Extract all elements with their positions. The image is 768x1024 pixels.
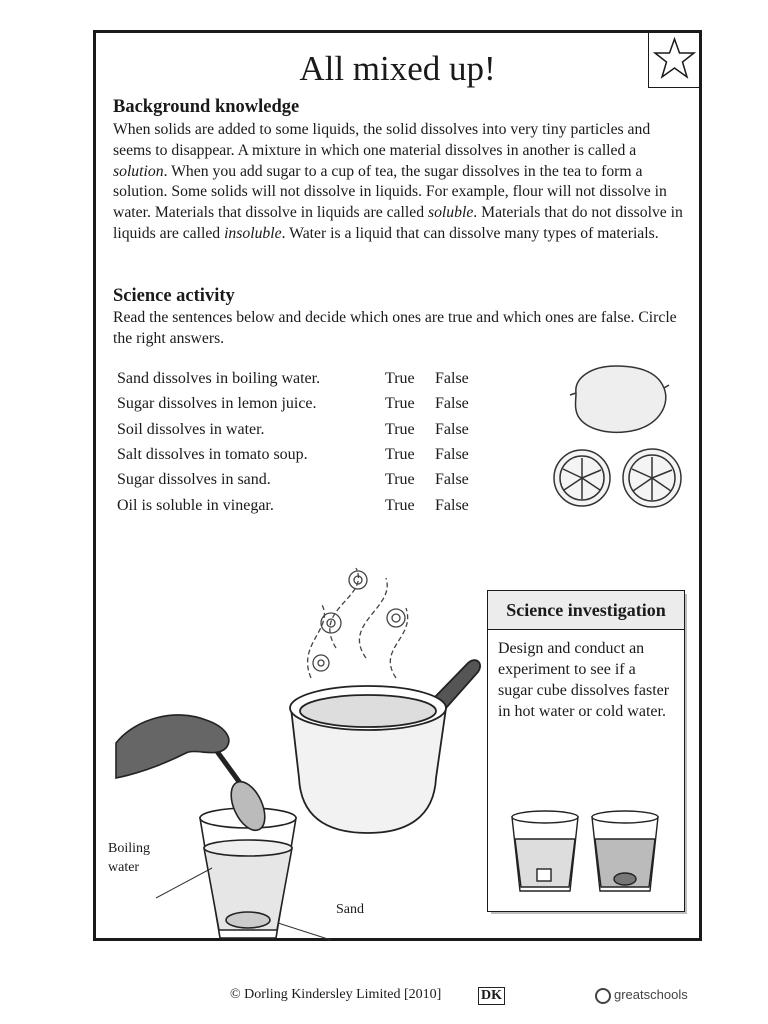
false-option[interactable]: False	[435, 446, 469, 463]
investigation-heading: Science investigation	[488, 591, 684, 630]
statement: Salt dissolves in tomato soup.	[117, 446, 308, 463]
false-option[interactable]: False	[435, 497, 469, 514]
dk-logo: DK	[478, 987, 505, 1005]
true-option[interactable]: True	[385, 446, 415, 463]
false-option[interactable]: False	[435, 421, 469, 438]
greatschools-logo: greatschools	[595, 985, 688, 1005]
question-row	[117, 366, 537, 391]
activity-instructions: Read the sentences below and decide which ones are true and which ones are false. Circle the right answers.	[113, 309, 677, 347]
statement: Sugar dissolves in sand.	[117, 471, 271, 488]
question-row	[117, 391, 537, 416]
true-option[interactable]: True	[385, 370, 415, 387]
statement: Oil is soluble in vinegar.	[117, 497, 274, 514]
investigation-text: Design and conduct an experiment to see if a sugar cube dissolves faster in hot water or cold water.	[498, 640, 670, 720]
false-option[interactable]: False	[435, 370, 469, 387]
false-option[interactable]: False	[435, 471, 469, 488]
page-title: All mixed up!	[299, 49, 496, 88]
copyright: © Dorling Kindersley Limited [2010]	[230, 987, 442, 1002]
true-option[interactable]: True	[385, 471, 415, 488]
glasses-illustration	[488, 791, 684, 901]
statement: Sand dissolves in boiling water.	[117, 370, 321, 387]
investigation-box	[487, 590, 685, 912]
question-row	[117, 442, 537, 467]
true-option[interactable]: True	[385, 497, 415, 514]
label-water: water	[108, 860, 140, 875]
question-row	[117, 417, 537, 442]
activity-heading: Science activity	[113, 286, 235, 306]
true-option[interactable]: True	[385, 395, 415, 412]
question-row	[117, 493, 537, 518]
experiment-illustration	[116, 568, 496, 928]
statement: Sugar dissolves in lemon juice.	[117, 395, 317, 412]
true-option[interactable]: True	[385, 421, 415, 438]
statement: Soil dissolves in water.	[117, 421, 265, 438]
label-sand: Sand	[336, 902, 364, 917]
term-soluble: soluble	[427, 204, 474, 222]
term-solution: solution	[113, 162, 164, 180]
label-boiling: Boiling	[108, 841, 151, 856]
false-option[interactable]: False	[435, 395, 469, 412]
background-heading: Background knowledge	[113, 97, 300, 117]
worksheet	[93, 30, 702, 941]
greatschools-icon	[595, 988, 611, 1004]
question-row	[117, 467, 537, 492]
lemon-illustration	[546, 358, 696, 528]
background-text: When solids are added to some liquids, the solid dissolves into very tiny particles and seems to disappear. A mixture in which one material dissolves in another is called a solution. When you add sugar to a cup of tea, the sugar dissolves in the tea to form a solution. Some solids will not dissolve in liquids. For example, flour will not dissolve in water. Materials that dissolve in liquids are called soluble. Materials that do not dissolve in liquids are called insoluble. Water is a liquid that can dissolve many types of materials.	[113, 121, 683, 242]
term-insoluble: insoluble	[224, 224, 282, 242]
